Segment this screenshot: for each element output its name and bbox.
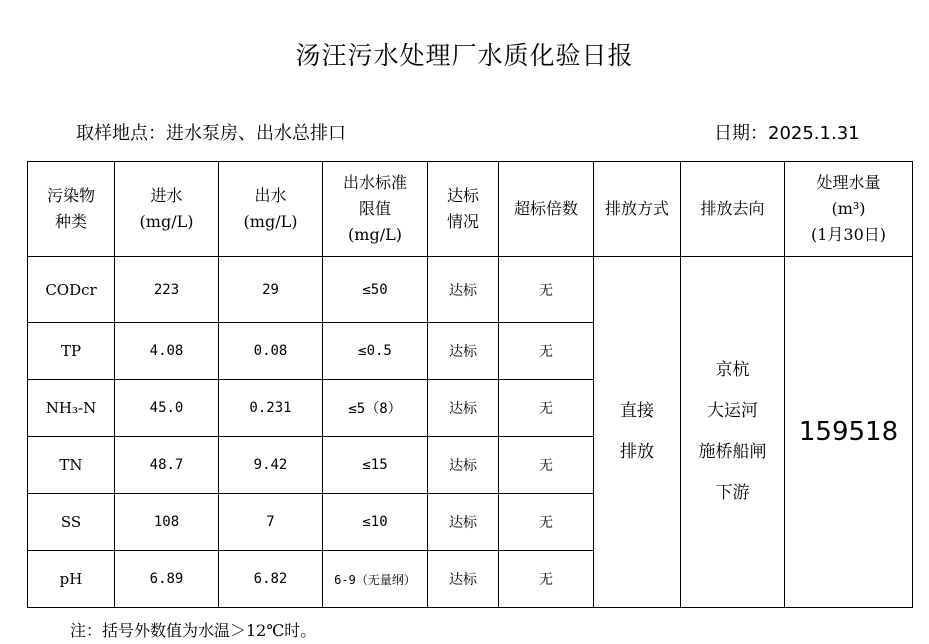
standard-limit: ≤15 xyxy=(323,437,428,494)
influent-value: 108 xyxy=(115,494,219,551)
compliance-status: 达标 xyxy=(428,323,499,380)
compliance-status: 达标 xyxy=(428,380,499,437)
compliance-status: 达标 xyxy=(428,551,499,608)
compliance-status: 达标 xyxy=(428,494,499,551)
header-effluent-line1: 出水 xyxy=(254,186,287,205)
exceed-ratio: 无 xyxy=(499,323,594,380)
effluent-value: 0.231 xyxy=(219,380,323,437)
header-influent-line2: (mg/L) xyxy=(139,212,194,231)
header-treated-volume xyxy=(785,162,913,257)
header-effluent xyxy=(219,162,323,257)
exceed-ratio: 无 xyxy=(499,437,594,494)
effluent-value: 7 xyxy=(219,494,323,551)
water-quality-table xyxy=(27,161,913,608)
header-compliance-line1: 达标 xyxy=(446,186,479,205)
pollutant-name: pH xyxy=(28,551,115,608)
header-treated-volume-line1: 处理水量 xyxy=(816,173,881,192)
exceed-ratio: 无 xyxy=(499,257,594,323)
header-influent xyxy=(115,162,219,257)
influent-value: 48.7 xyxy=(115,437,219,494)
header-effluent-line2: (mg/L) xyxy=(243,212,298,231)
header-standard-line3: (mg/L) xyxy=(348,225,402,244)
header-compliance xyxy=(428,162,499,257)
influent-value: 4.08 xyxy=(115,323,219,380)
footnote: 注：括号外数值为水温＞12℃时。 xyxy=(70,621,317,640)
discharge-method-line1: 直接 xyxy=(620,401,654,421)
discharge-destination-line1: 京杭 xyxy=(715,360,750,380)
standard-limit: ≤5（8） xyxy=(323,380,428,437)
exceed-ratio: 无 xyxy=(499,551,594,608)
pollutant-name: SS xyxy=(28,494,115,551)
report-title: 汤汪污水处理厂水质化验日报 xyxy=(295,41,634,70)
treated-volume: 159518 xyxy=(785,257,913,608)
header-pollutant xyxy=(28,162,115,257)
discharge-destination-line2: 大运河 xyxy=(707,401,758,421)
influent-value: 223 xyxy=(115,257,219,323)
standard-limit: 6-9（无量纲） xyxy=(323,551,428,608)
pollutant-name: TN xyxy=(28,437,115,494)
header-discharge-destination: 排放去向 xyxy=(681,162,785,257)
influent-value: 6.89 xyxy=(115,551,219,608)
header-standard xyxy=(323,162,428,257)
discharge-method xyxy=(594,257,681,608)
discharge-destination-line3: 施桥船闸 xyxy=(698,442,767,462)
effluent-value: 29 xyxy=(219,257,323,323)
sampling-location: 取样地点：进水泵房、出水总排口 xyxy=(76,123,346,144)
header-standard-line2: 限值 xyxy=(358,199,391,218)
exceed-ratio: 无 xyxy=(499,494,594,551)
exceed-ratio: 无 xyxy=(499,380,594,437)
standard-limit: ≤50 xyxy=(323,257,428,323)
standard-limit: ≤0.5 xyxy=(323,323,428,380)
header-pollutant-line1: 污染物 xyxy=(46,186,95,205)
pollutant-name: NH₃-N xyxy=(28,380,115,437)
pollutant-name: CODcr xyxy=(28,257,115,323)
header-standard-line1: 出水标准 xyxy=(342,173,407,192)
report-date: 日期：2025.1.31 xyxy=(714,123,860,144)
effluent-value: 6.82 xyxy=(219,551,323,608)
compliance-status: 达标 xyxy=(428,437,499,494)
table-row xyxy=(28,257,913,323)
compliance-status: 达标 xyxy=(428,257,499,323)
header-compliance-line2: 情况 xyxy=(446,212,479,231)
pollutant-name: TP xyxy=(28,323,115,380)
discharge-destination-line4: 下游 xyxy=(715,483,750,503)
discharge-method-line2: 排放 xyxy=(620,442,654,462)
header-row xyxy=(28,162,913,257)
header-treated-volume-line2: (m³) xyxy=(831,199,866,218)
discharge-destination xyxy=(681,257,785,608)
header-exceed-ratio: 超标倍数 xyxy=(499,162,594,257)
effluent-value: 0.08 xyxy=(219,323,323,380)
standard-limit: ≤10 xyxy=(323,494,428,551)
header-influent-line1: 进水 xyxy=(150,186,183,205)
header-pollutant-line2: 种类 xyxy=(54,212,87,231)
influent-value: 45.0 xyxy=(115,380,219,437)
effluent-value: 9.42 xyxy=(219,437,323,494)
header-discharge-method: 排放方式 xyxy=(594,162,681,257)
header-treated-volume-line3: (1月30日) xyxy=(810,225,887,244)
